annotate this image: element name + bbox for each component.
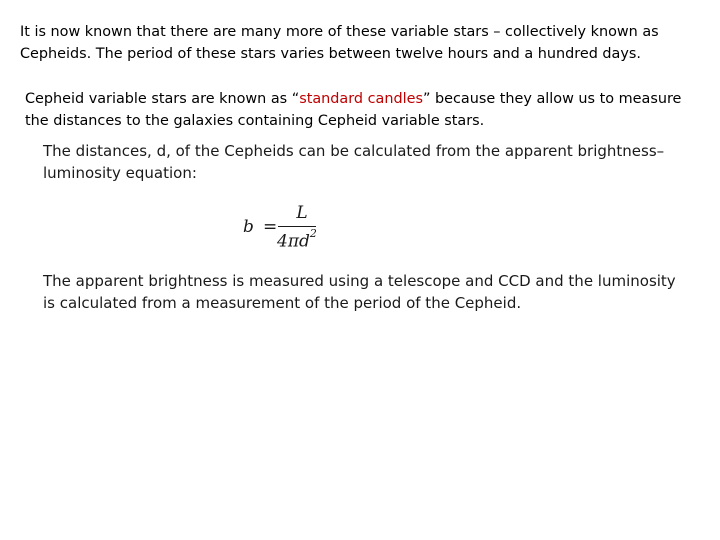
- measurement-text: The apparent brightness is measured using a telescope and CCD and the luminosity is calculated from a measurement of the period of the Cepheid.: [43, 272, 676, 312]
- equation-denominator: [277, 227, 317, 252]
- candles-text-after: ” because they allow us to measure the distances to the galaxies containing Cepheid variable stars.: [25, 91, 682, 129]
- distances-paragraph: [43, 140, 683, 184]
- candles-text-before: Cepheid variable stars are known as “: [25, 91, 300, 107]
- equation-denominator-base: 4πd: [277, 231, 310, 252]
- equation-equals: =: [263, 217, 278, 237]
- equation-exponent: 2: [309, 227, 317, 240]
- equation-numerator: L: [296, 203, 308, 223]
- brightness-luminosity-equation: [240, 200, 380, 256]
- intro-paragraph: [20, 21, 710, 65]
- distances-text: The distances, d, of the Cepheids can be calculated from the apparent brightness–luminosity equation:: [43, 142, 665, 182]
- intro-text: It is now known that there are many more of these variable stars – collectively known as Cepheids. The period of these stars varies between twelve hours and a hundred days.: [20, 24, 659, 62]
- standard-candles-highlight: standard candles: [299, 91, 423, 107]
- standard-candles-paragraph: [25, 88, 705, 132]
- measurement-paragraph: [43, 270, 683, 314]
- equation-lhs: b: [243, 217, 254, 237]
